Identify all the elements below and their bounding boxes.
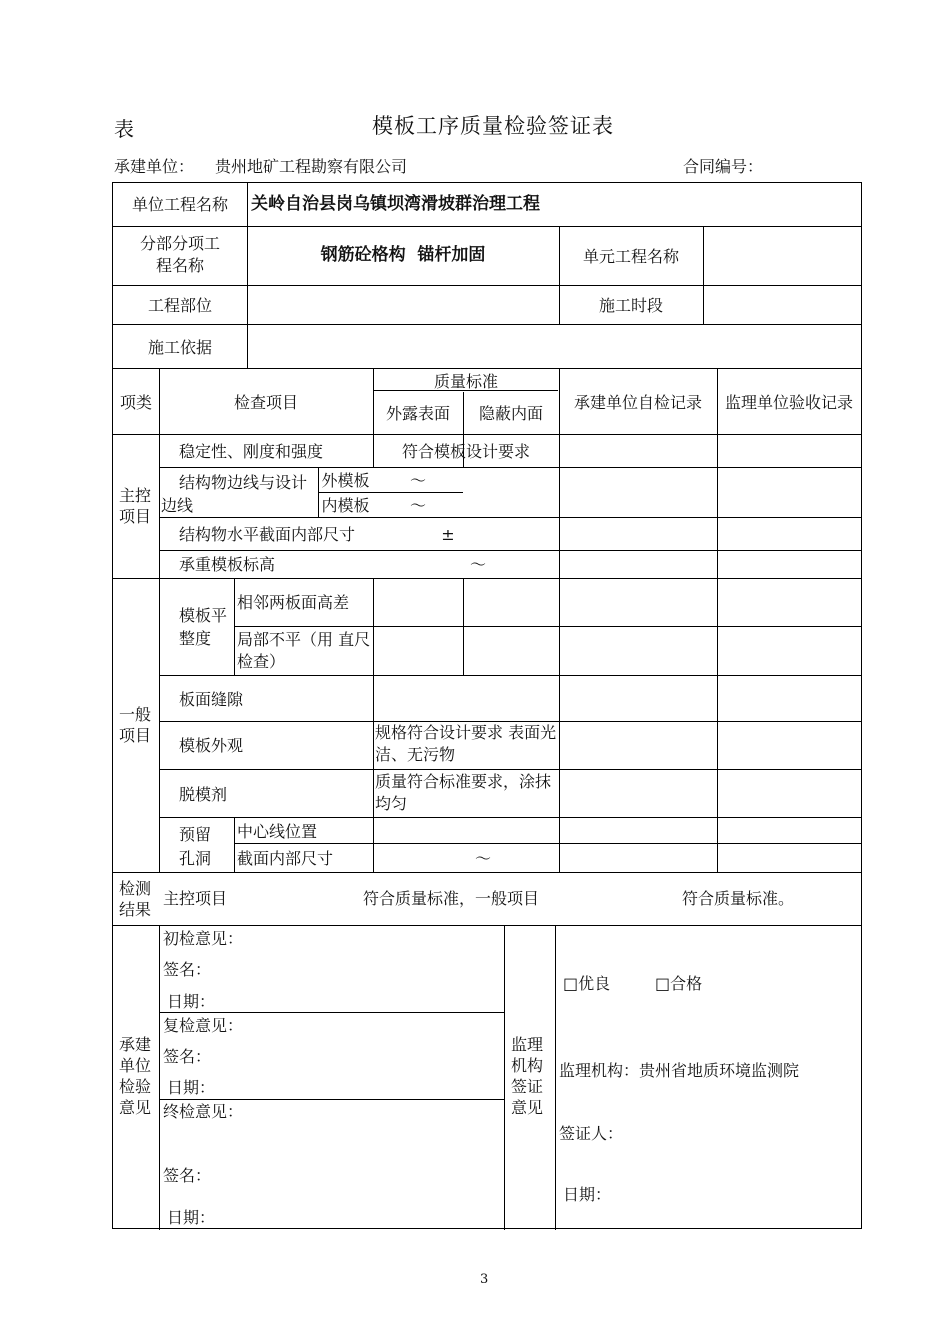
row-divider xyxy=(159,550,861,551)
location-label: 工程部位 xyxy=(147,296,212,315)
final-check-opinion: 终检意见： xyxy=(163,1102,244,1121)
row-divider xyxy=(159,675,861,676)
inner-form-label: 内模板 xyxy=(321,496,370,515)
table-number: 表 xyxy=(114,117,134,141)
row-divider xyxy=(113,324,861,325)
result-general-items: 符合质量标准，一般项目 xyxy=(363,889,540,908)
sub-project-label: 分部分项工程名称 xyxy=(139,234,220,275)
location-field[interactable] xyxy=(251,294,555,317)
supervision-opinion-label: 监理机构签证意见 xyxy=(511,1035,544,1117)
row-divider xyxy=(159,769,861,770)
supervision-org-value: 贵州省地质环境监测院 xyxy=(639,1061,800,1080)
period-label: 施工时段 xyxy=(598,296,663,315)
column-divider xyxy=(555,925,556,1230)
outer-form-label: 外模板 xyxy=(321,471,370,490)
page-number: 3 xyxy=(480,1272,489,1287)
contractor-label: 承建单位： xyxy=(114,157,195,176)
gap-item: 板面缝隙 xyxy=(179,690,244,709)
first-check-sign: 签名： xyxy=(163,960,212,979)
local-unevenness-item: 局部不平（用 直尺检查） xyxy=(237,630,371,671)
row-divider xyxy=(113,434,861,435)
column-divider xyxy=(373,578,374,675)
row-divider xyxy=(318,492,463,493)
section-size-item: 结构物水平截面内部尺寸 xyxy=(179,525,356,544)
second-check-date: 日期： xyxy=(167,1078,216,1097)
column-divider xyxy=(159,368,160,872)
contract-number-label: 合同编号： xyxy=(683,157,764,176)
row-divider xyxy=(113,925,861,926)
qualified-checkbox[interactable]: □合格 xyxy=(655,974,703,993)
column-divider xyxy=(504,925,505,1230)
element-project-field[interactable] xyxy=(707,245,857,268)
row-divider xyxy=(159,817,861,818)
hidden-surface-header: 隐蔽内面 xyxy=(478,404,543,423)
row-divider xyxy=(234,626,861,627)
period-field[interactable] xyxy=(707,294,857,317)
hole-size-item: 截面内部尺寸 xyxy=(237,849,334,868)
excellent-checkbox[interactable]: □优良 xyxy=(563,974,611,993)
final-check-sign: 签名： xyxy=(163,1166,212,1185)
row-divider xyxy=(159,467,861,468)
item-header: 检查项目 xyxy=(233,393,298,412)
flatness-item: 模板平整度 xyxy=(179,606,228,648)
column-divider xyxy=(234,817,235,872)
adjacent-height-diff-item: 相邻两板面高差 xyxy=(237,593,350,612)
result-main-items: 主控项目 xyxy=(163,889,228,908)
column-divider xyxy=(373,675,374,872)
second-check-opinion: 复检意见： xyxy=(163,1016,244,1035)
supervision-date-label: 日期： xyxy=(563,1185,612,1204)
category-header: 项类 xyxy=(119,393,152,412)
contractor-value: 贵州地矿工程勘察有限公司 xyxy=(215,157,408,176)
element-project-label: 单元工程名称 xyxy=(582,247,679,266)
unit-project-label: 单位工程名称 xyxy=(131,195,228,214)
main-items-label: 主控项目 xyxy=(119,486,152,526)
reserved-hole-item: 预留孔洞 xyxy=(179,825,212,868)
edge-line-item: 结构物边线与设计边线 xyxy=(161,473,308,515)
row-divider xyxy=(234,843,861,844)
outer-form-standard: ～ xyxy=(409,471,426,490)
elevation-standard: ～ xyxy=(469,555,486,574)
column-divider xyxy=(703,226,704,324)
column-divider xyxy=(247,183,248,368)
first-check-opinion: 初检意见： xyxy=(163,929,244,948)
row-divider xyxy=(113,226,861,227)
sub-project-value: 钢筋砼格构 锚杆加固 xyxy=(320,245,486,265)
row-divider xyxy=(113,285,861,286)
column-divider xyxy=(159,925,160,1230)
final-check-date: 日期： xyxy=(167,1208,216,1227)
self-check-header: 承建单位自检记录 xyxy=(573,393,702,412)
exposed-surface-header: 外露表面 xyxy=(385,404,450,423)
result-conclusion: 符合质量标准。 xyxy=(682,889,795,908)
result-label: 检测结果 xyxy=(119,879,152,919)
center-line-item: 中心线位置 xyxy=(237,822,318,841)
unit-project-value: 关岭自治县岗乌镇坝湾滑坡群治理工程 xyxy=(251,194,540,214)
section-size-standard: ± xyxy=(441,525,455,544)
hole-size-standard: ～ xyxy=(474,849,491,868)
release-agent-standard: 质量符合标准要求，涂抹均匀 xyxy=(375,772,552,813)
inspection-form xyxy=(112,182,862,1229)
inner-form-standard: ～ xyxy=(409,496,426,515)
second-check-sign: 签名： xyxy=(163,1047,212,1066)
supervision-org-label: 监理机构： xyxy=(559,1061,640,1080)
release-agent-item: 脱模剂 xyxy=(179,785,228,804)
row-divider xyxy=(113,368,861,369)
quality-standard-header: 质量标准 xyxy=(433,372,498,391)
elevation-item: 承重模板标高 xyxy=(179,555,276,574)
column-divider xyxy=(717,368,718,872)
signer-label: 签证人： xyxy=(559,1124,624,1143)
row-divider xyxy=(159,517,861,518)
general-items-label: 一般项目 xyxy=(119,705,152,745)
column-divider xyxy=(463,578,464,675)
form-title: 模板工序质量检验签证表 xyxy=(372,114,614,138)
column-divider xyxy=(559,368,560,872)
first-check-date: 日期： xyxy=(167,992,216,1011)
row-divider xyxy=(113,872,861,873)
appearance-item: 模板外观 xyxy=(179,736,244,755)
basis-field[interactable] xyxy=(251,336,857,359)
stability-item: 稳定性、刚度和强度 xyxy=(179,442,324,461)
basis-label: 施工依据 xyxy=(147,338,212,357)
appearance-standard: 规格符合设计要求 表面光洁、无污物 xyxy=(375,723,557,764)
row-divider xyxy=(113,578,861,579)
supervision-header: 监理单位验收记录 xyxy=(724,393,853,412)
contractor-opinion-label: 承建单位检验意见 xyxy=(119,1035,152,1117)
stability-standard: 符合模板设计要求 xyxy=(401,442,530,461)
